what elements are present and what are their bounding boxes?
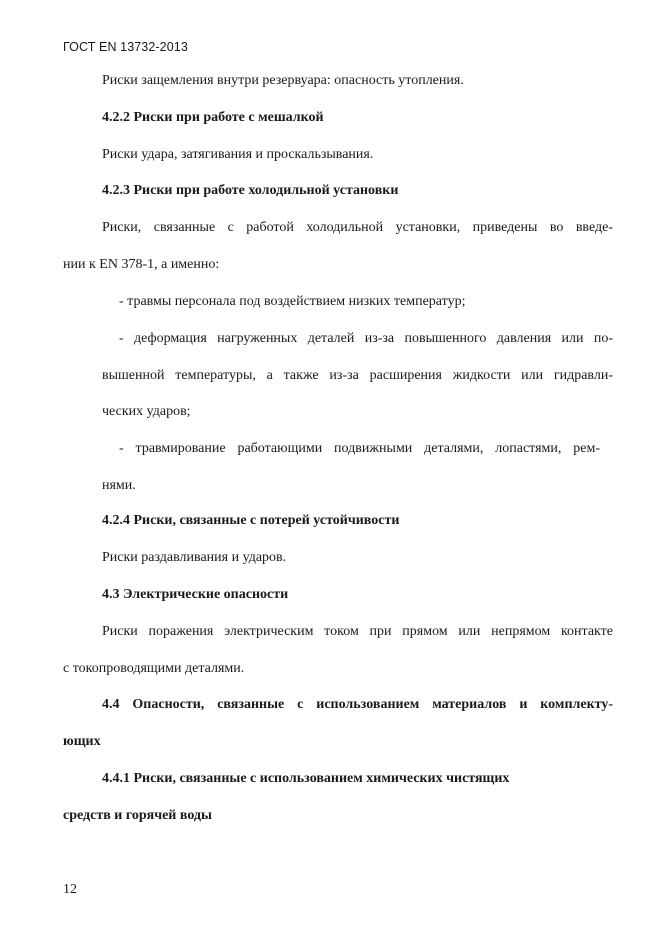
text-line: Риски удара, затягивания и проскальзывания.	[102, 147, 374, 162]
document-header: ГОСТ EN 13732-2013	[63, 40, 188, 54]
list-item: - деформация нагруженных деталей из-за повышенного давления или по-	[119, 331, 613, 346]
text-line: Риски раздавливания и ударов.	[102, 550, 287, 565]
text-line: ческих ударов;	[102, 404, 191, 419]
text-line: вышенной температуры, а также из-за расширения жидкости или гидравли-	[102, 368, 613, 383]
text-line: нии к EN 378-1, а именно:	[63, 257, 220, 272]
text-line: с токопроводящими деталями.	[63, 661, 245, 676]
text-line: Риски, связанные с работой холодильной установки, приведены во введе-	[102, 220, 613, 235]
section-heading-4-4-1: 4.4.1 Риски, связанные с использованием химических чистящих	[102, 771, 510, 786]
text-line: нями.	[102, 478, 136, 493]
list-item: - травмирование работающими подвижными деталями, лопастями, рем-	[119, 441, 600, 456]
section-heading-4-2-2: 4.2.2 Риски при работе с мешалкой	[102, 110, 324, 125]
page-number: 12	[63, 882, 77, 897]
section-heading-4-4-1-cont: средств и горячей воды	[63, 808, 212, 823]
text-line: Риски поражения электрическим током при прямом или непрямом контакте	[102, 624, 613, 639]
text-line: Риски защемления внутри резервуара: опасность утопления.	[102, 73, 464, 88]
section-heading-4-2-3: 4.2.3 Риски при работе холодильной установки	[102, 183, 399, 198]
list-item: - травмы персонала под воздействием низких температур;	[119, 294, 466, 309]
section-heading-4-3: 4.3 Электрические опасности	[102, 587, 289, 602]
section-heading-4-4: 4.4 Опасности, связанные с использованием материалов и комплекту-	[102, 697, 613, 712]
section-heading-4-4-cont: ющих	[63, 734, 101, 749]
section-heading-4-2-4: 4.2.4 Риски, связанные с потерей устойчивости	[102, 513, 400, 528]
